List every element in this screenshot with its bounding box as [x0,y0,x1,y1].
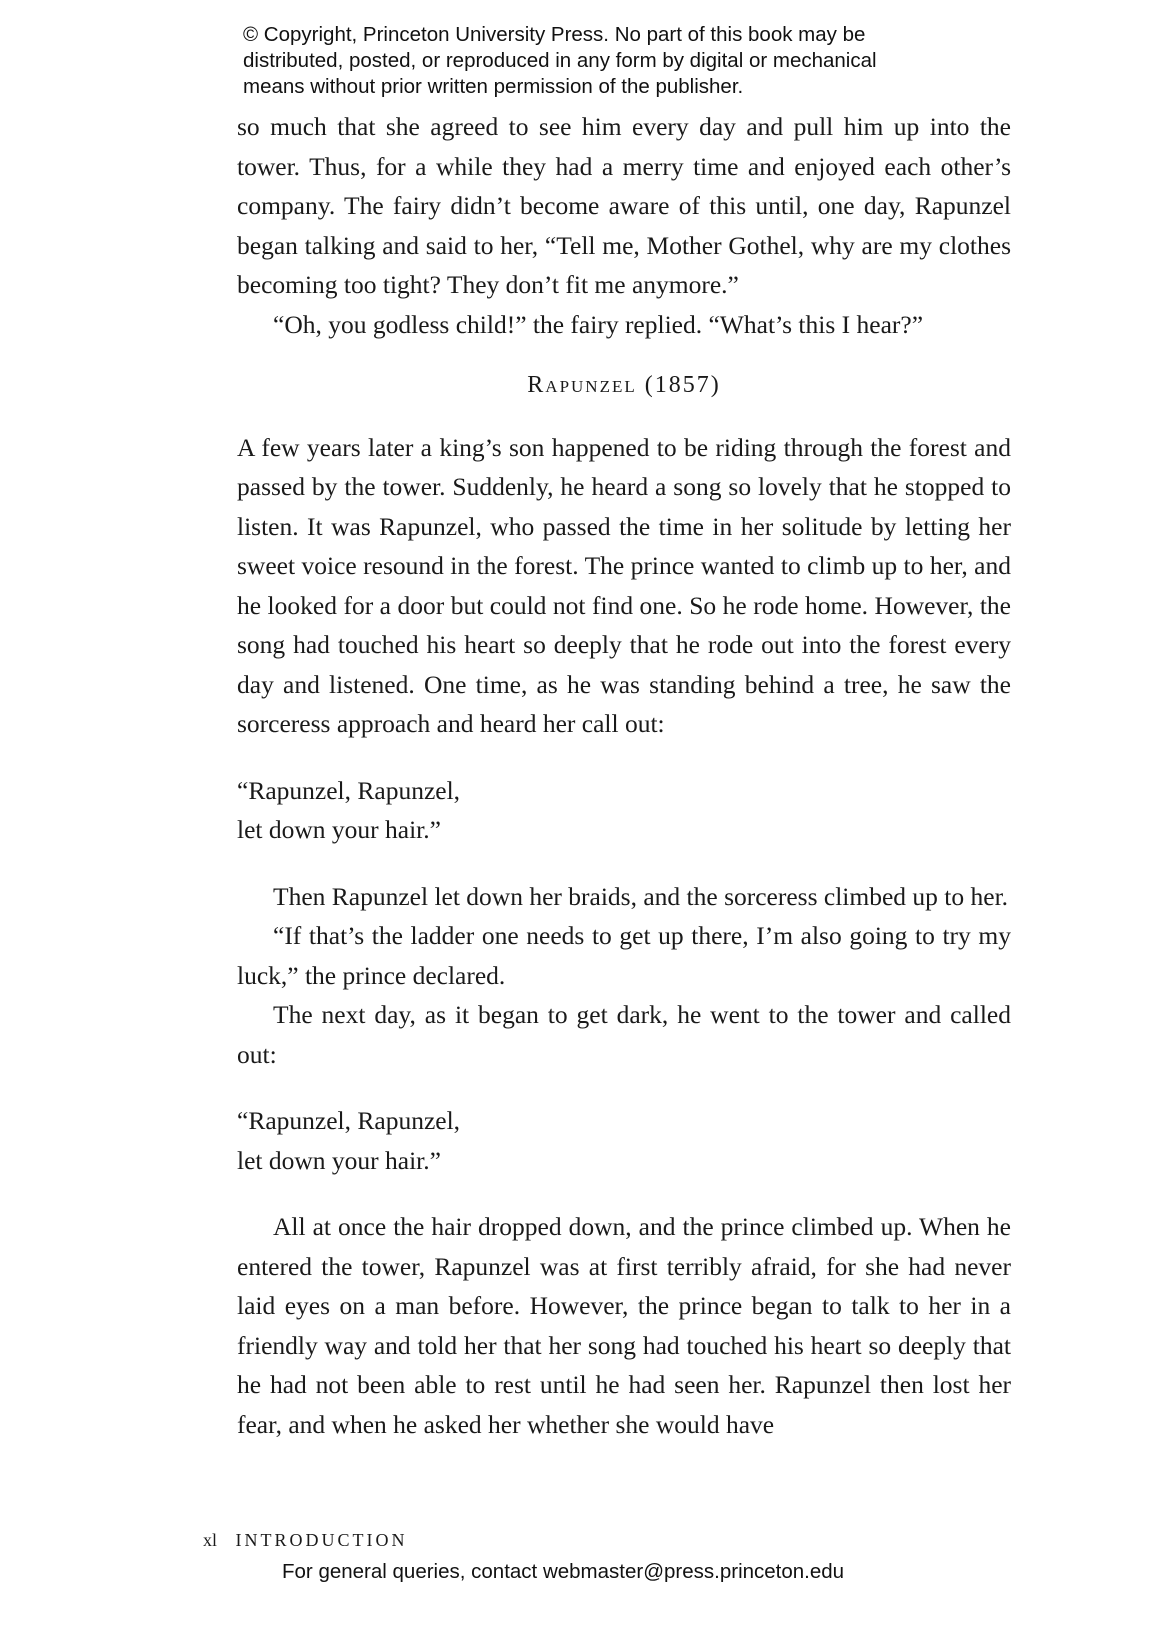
verse-1-line-1: “Rapunzel, Rapunzel, [237,775,461,805]
paragraph-3: A few years later a king’s son happened to be riding through the forest and passed by the tower. Suddenly, he heard a song so lovely that he stopped to listen. It was Rapunzel, who passed the time in her solitude by letting her sweet voice resound in the forest. The prince wanted to climb up to her, and he looked for a door but could not find one. So he rode home. However, the song had touched his heart so deeply that he rode out into the forest every day and listened. One time, as he was standing behind a tree, he saw the sorceress approach and heard her call out: [237,432,1011,738]
copyright-line-2: distributed, posted, or reproduced in any form by digital or mechanical [243,49,877,72]
section-title: Rapunzel (1857) [527,372,721,398]
copyright-line-1: © Copyright, Princeton University Press. No part of this book may be [243,23,866,46]
paragraph-1: so much that she agreed to see him every day and pull him up into the tower. Thus, for a while they had a merry time and enjoyed each other’s company. The fairy didn’t become aware of this until, one day, Rapunzel began talking and said to her, “Tell me, Mother Gothel, why are my clothes becoming too tight? They don’t fit me anymore.” [237,112,1011,299]
paragraph-2: “Oh, you godless child!” the fairy replied. “What’s this I hear?” [273,309,924,339]
verse-1-line-2: let down your hair.” [237,815,441,844]
paragraph-7: All at once the hair dropped down, and the prince climbed up. When he entered the tower, Rapunzel was at first terribly afraid, for she had never laid eyes on a man before. However, the prince began to talk to her in a friendly way and told her that her song had touched his heart so deeply that he had not been able to rest until he had seen her. Rapunzel then lost her fear, and when he asked her whether she would have [237,1212,1011,1439]
verse-2 [237,1101,1011,1180]
verse-2-line-2: let down your hair.” [237,1145,441,1175]
page-footer [203,1530,408,1551]
copyright-notice [243,22,963,100]
copyright-line-3: means without prior written permission of the publisher. [243,75,744,98]
paragraph-6: The next day, as it began to get dark, he went to the tower and called out: [237,1000,1011,1069]
running-head: INTRODUCTION [235,1530,408,1550]
verse-2-line-1: “Rapunzel, Rapunzel, [237,1106,461,1135]
page-number: xl [203,1530,218,1550]
contact-line: For general queries, contact webmaster@press.princeton.edu [282,1560,845,1583]
paragraph-4: Then Rapunzel let down her braids, and the sorceress climbed up to her. [273,881,1009,911]
body-text [237,107,1011,1444]
paragraph-5: “If that’s the ladder one needs to get up there, I’m also going to try my luck,” the prince declared. [237,921,1011,990]
verse-1 [237,771,1011,850]
